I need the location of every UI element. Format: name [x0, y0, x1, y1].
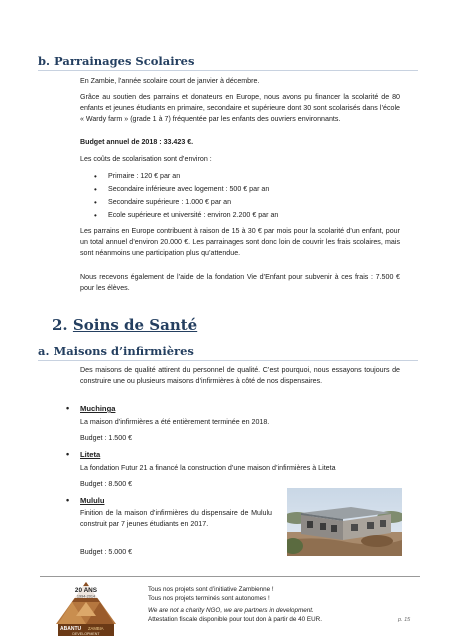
site-mululu-text: Finition de la maison d’infirmières du dispensaire de Mululu construit par 7 jeunes étudiants en 2017.: [80, 509, 272, 528]
footer-line-partners: We are not a charity NGO, we are partners in development.: [148, 607, 314, 614]
site-liteta-budget: Budget : 8.500 €: [80, 480, 133, 488]
section-2-number: 2.: [52, 316, 68, 334]
abantu-logo: [52, 578, 120, 638]
document-page: b. Parrainages Scolaires En Zambie, l’année scolaire court de janvier à décembre. Grâce au soutien des parrains et donateurs en Europe, nous avons pu financer la scolarité de 80 enfants et jeunes étudiants en primaire, secondaire et supérieure dont 30 sont scolarisés dans l’école « Wardy farm » (grade 1 à 7) fréquentée par les enfants des ouvriers environnants. Budget annuel de 2018 : 33.423 €. Les coûts de scolarisation sont d’environ : • Primaire : 120 € par an • Secondaire inférieure avec logement : 500 € par an • Secondaire supérieure : 1.000 € par an • Ecole supérieure et université : environ 2.200 € par an Les parrains en Europe contribuent à raison de 15 à 30 € par mois pour la scolarité d’un enfant, pour un total annuel d’environ 20.000 €. Les parrainages sont donc loin de couvrir les frais scolaires, mais sont néanmoins une participation plus qu’attendue. Nous recevons également de l’aide de la fondation Vie d’Enfant pour subvenir à ces frais : 7.500 € pour les élèves. 2. Soins de Santé a. Maisons d’infirmières Des maisons de qualité attirent du personnel de qualité. C’est pourquoi, nous essayons toujours de construire une ou plusieurs maisons d’infirmières à côté de nos dispensaires. • Muchinga La maison d’infirmières a été entièrement terminée en 2018. Budget : 1.500 € • Liteta La fondation Futur 21 a financé la construction d’une maison d’infirmières à Liteta Budget : 8.500 € • Mululu Finition de la maison d’infirmières du dispensaire de Mululu construit par 7 jeunes étudiants en 2017. Budget : 5.000 € 20 ANS 1994-2014 ABANTU ZAMBIA DEVELOPMENT Tous nos projets sont d’initiative Zambienne ! Tous nos projets terminés sont autonomes ! We are not a charity NGO, we are partners in development. Attestation fiscale disponible pour tout don à partir de 40 EUR. p. 15: [0, 0, 452, 640]
section-b-rule: [38, 70, 418, 71]
section-2-title: Soins de Santé: [72, 316, 198, 334]
section-2a-rule: [38, 360, 418, 361]
site-muchinga-budget: Budget : 1.500 €: [80, 434, 133, 442]
page-number: p. 15: [398, 617, 411, 623]
budget-annual: Budget annuel de 2018 : 33.423 €.: [80, 138, 194, 146]
section-2a-heading: a. Maisons d’infirmières: [38, 344, 194, 358]
footer-line-autonomous: Tous nos projets terminés sont autonomes !: [148, 595, 270, 602]
para-sponsor-contribution: Les parrains en Europe contribuent à raison de 15 à 30 € par mois pour la scolarité d’un enfant, pour un total annuel d’environ 20.000 €. Les parrainages sont donc loin de couvrir les frais scolaires, mais sont néanmoins une participation plus qu’attendue.: [80, 227, 400, 257]
site-muchinga-text: La maison d’infirmières a été entièrement terminée en 2018.: [80, 418, 270, 426]
site-mululu-budget: Budget : 5.000 €: [80, 548, 133, 556]
section-2-heading: [52, 316, 197, 334]
logo-country: ZAMBIA: [88, 626, 104, 631]
site-liteta-text: La fondation Futur 21 a financé la construction d’une maison d’infirmières à Liteta: [80, 464, 336, 472]
nurses-house-photo: [287, 488, 402, 556]
para-budget: [80, 137, 400, 148]
logo-anniversary: 20 ANS: [74, 587, 98, 594]
logo-sub: DEVELOPMENT: [72, 632, 100, 636]
footer-line-tax: Attestation fiscale disponible pour tout don à partir de 40 EUR.: [148, 616, 322, 623]
para-foundation: Nous recevons également de l’aide de la fondation Vie d’Enfant pour subvenir à ces frais : 7.500 € pour les élèves.: [80, 273, 400, 292]
para-sponsorship: Grâce au soutien des parrains et donateurs en Europe, nous avons pu financer la scolarité de 80 enfants et jeunes étudiants en primaire, secondaire et supérieure dont 30 sont scolarisés dans l’école « Wardy farm » (grade 1 à 7) fréquentée par les enfants des ouvriers environnants.: [80, 93, 400, 123]
logo-years: 1994-2014: [76, 594, 96, 599]
section-b-heading: b. Parrainages Scolaires: [38, 54, 195, 68]
footer-rule: [40, 576, 420, 577]
para-costs-intro: Les coûts de scolarisation sont d’environ :: [80, 155, 212, 163]
para-school-year: En Zambie, l’année scolaire court de janvier à décembre.: [80, 77, 260, 85]
building-image: [287, 488, 402, 556]
logo-name: ABANTU: [60, 626, 82, 632]
footer-line-initiative: Tous nos projets sont d’initiative Zambienne !: [148, 586, 274, 593]
para-nurses-houses: Des maisons de qualité attirent du personnel de qualité. C’est pourquoi, nous essayons toujours de construire une ou plusieurs maisons d’infirmières à côté de nos dispensaires.: [80, 366, 400, 385]
logo-image: [52, 578, 120, 638]
